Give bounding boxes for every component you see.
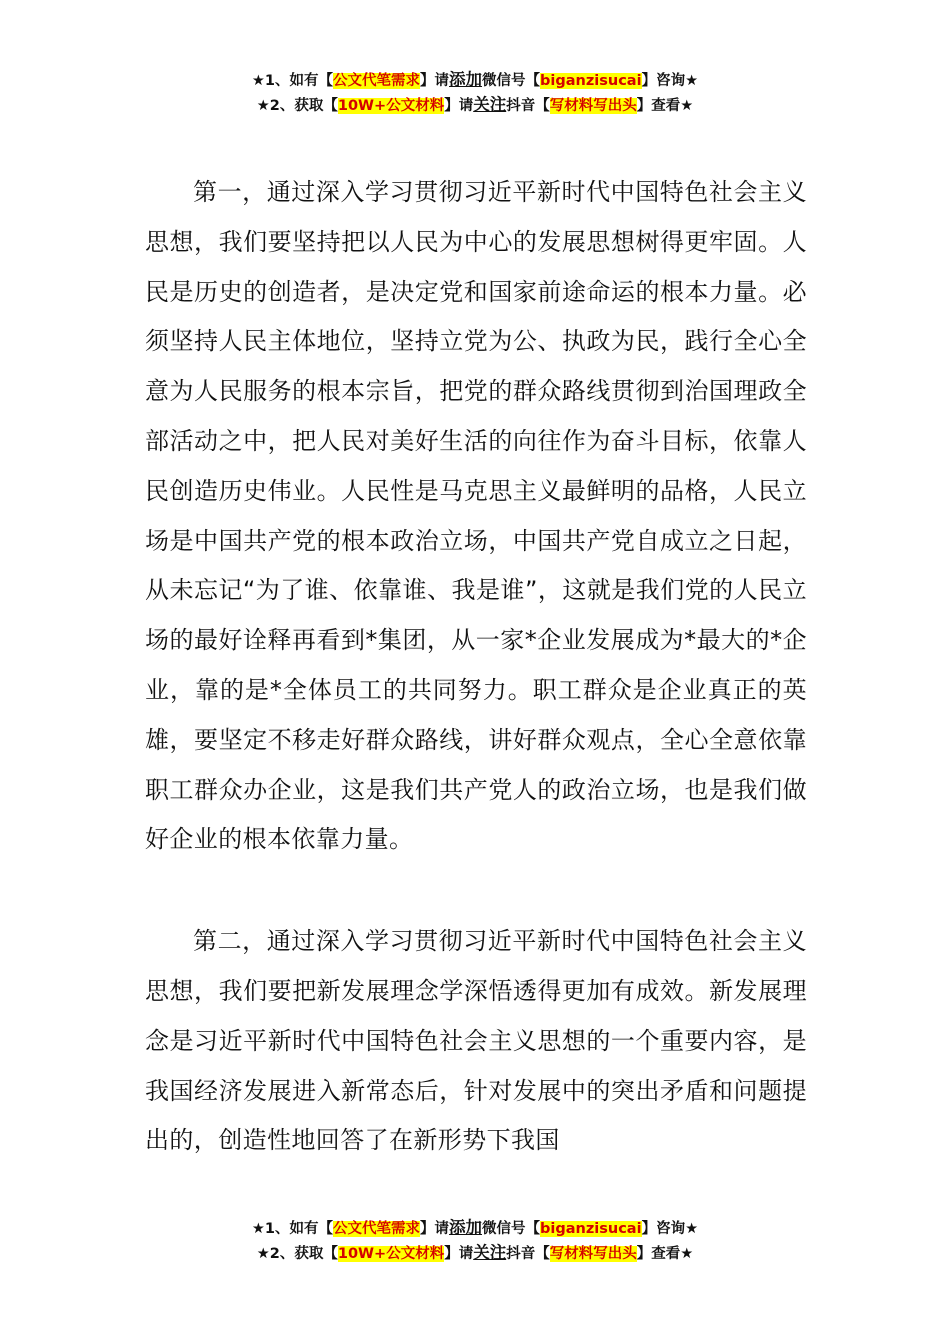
underlined-add: 添加 — [449, 1218, 483, 1237]
banner-text: 】咨询 — [641, 73, 686, 89]
highlight-douyin-account: 写材料写出头 — [549, 98, 637, 114]
banner-text: 】咨询 — [641, 1221, 686, 1237]
star-icon: ★ — [685, 73, 699, 89]
banner-text: 1、如有【 — [264, 1221, 334, 1237]
banner-line-1 — [0, 1216, 950, 1241]
star-icon: ★ — [256, 98, 270, 114]
highlight-materials: 10W+公文材料 — [337, 98, 445, 114]
paragraph-1: 第一，通过深入学习贯彻习近平新时代中国特色社会主义思想，我们要坚持把以人民为中心的发展思想树得更牢固。人民是历史的创造者，是决定党和国家前途命运的根本力量。必须坚持人民主体地位，坚持立党为公、执政为民，践行全心全意为人民服务的根本宗旨，把党的群众路线贯彻到治国理政全部活动之中，把人民对美好生活的向往作为奋斗目标，依靠人民创造历史伟业。人民性是马克思主义最鲜明的品格，人民立场是中国共产党的根本政治立场，中国共产党自成立之日起，从未忘记“为了谁、依靠谁、我是谁”，这就是我们党的人民立场的最好诠释再看到*集团，从一家*企业发展成为*最大的*企业，靠的是*全体员工的共同努力。职工群众是企业真正的英雄，要坚定不移走好群众路线，讲好群众观点，全心全意依靠职工群众办企业，这是我们共产党人的政治立场，也是我们做好企业的根本依靠力量。 — [145, 178, 807, 854]
banner-line-2 — [0, 1241, 950, 1266]
star-icon: ★ — [680, 1246, 694, 1262]
highlight-materials: 10W+公文材料 — [337, 1246, 445, 1262]
banner-text: 】请 — [444, 1246, 474, 1262]
highlight-wechat-id: biganzisucai — [540, 73, 642, 89]
banner-line-1 — [0, 68, 950, 93]
banner-text: 微信号【 — [482, 73, 541, 89]
paragraph-2: 第二，通过深入学习贯彻习近平新时代中国特色社会主义思想，我们要把新发展理念学深悟透得更加有成效。新发展理念是习近平新时代中国特色社会主义思想的一个重要内容，是我国经济发展进入新常态后，针对发展中的突出矛盾和问题提出的，创造性地回答了在新形势下我国 — [145, 927, 807, 1155]
banner-text: 】请 — [444, 98, 474, 114]
banner-text: 2、获取【 — [269, 98, 338, 114]
document-body — [145, 168, 807, 1166]
highlight-douyin-account: 写材料写出头 — [549, 1246, 637, 1262]
star-icon: ★ — [251, 73, 265, 89]
banner-text: 】查看 — [636, 98, 681, 114]
banner-text: 】查看 — [636, 1246, 681, 1262]
star-icon: ★ — [256, 1246, 270, 1262]
banner-text: 抖音【 — [506, 1246, 550, 1262]
underlined-follow: 关注 — [473, 1243, 507, 1262]
star-icon: ★ — [680, 98, 694, 114]
footer-banner — [0, 1216, 950, 1266]
highlight-service: 公文代笔需求 — [333, 1221, 421, 1237]
banner-text: 2、获取【 — [269, 1246, 338, 1262]
star-icon: ★ — [685, 1221, 699, 1237]
banner-text: 1、如有【 — [264, 73, 334, 89]
banner-line-2 — [0, 93, 950, 118]
header-banner — [0, 68, 950, 118]
underlined-follow: 关注 — [473, 95, 507, 114]
highlight-service: 公文代笔需求 — [333, 73, 421, 89]
banner-text: 】请 — [420, 1221, 450, 1237]
highlight-wechat-id: biganzisucai — [540, 1221, 642, 1237]
banner-text: 微信号【 — [482, 1221, 541, 1237]
star-icon: ★ — [251, 1221, 265, 1237]
banner-text: 抖音【 — [506, 98, 550, 114]
underlined-add: 添加 — [449, 70, 483, 89]
banner-text: 】请 — [420, 73, 450, 89]
